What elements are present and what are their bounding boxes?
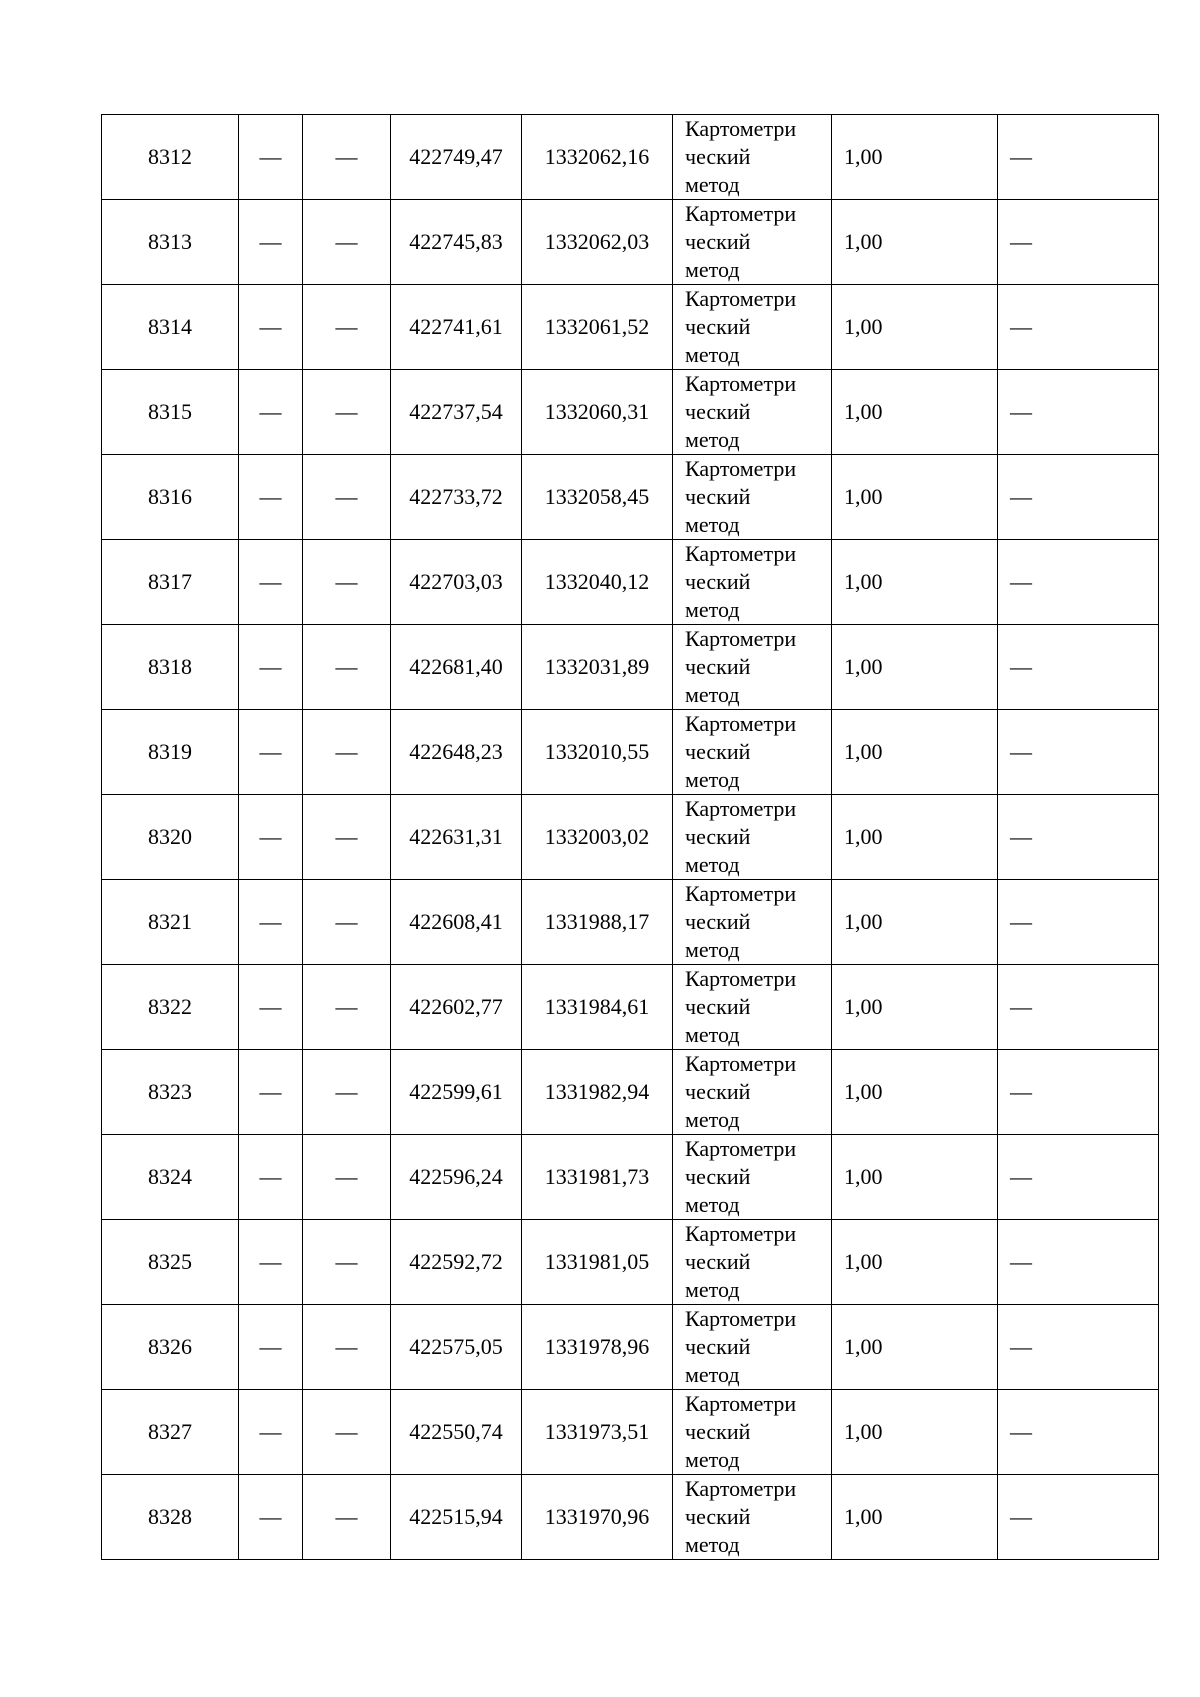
method-cell [673,540,832,625]
column-3-cell: — [303,710,391,795]
method-text-line: метод [685,1447,740,1472]
point-number-cell: 8312 [102,115,239,200]
accuracy-value-cell: 1,00 [832,795,998,880]
point-number-cell: 8323 [102,1050,239,1135]
point-number-cell: 8328 [102,1475,239,1560]
accuracy-value-cell: 1,00 [832,1135,998,1220]
column-3-cell: — [303,285,391,370]
column-3-cell: — [303,1390,391,1475]
method-text-line: Картометри [685,541,797,566]
accuracy-value-cell: 1,00 [832,880,998,965]
column-2-cell: — [239,370,303,455]
x-coordinate-cell: 422733,72 [391,455,522,540]
accuracy-value-cell: 1,00 [832,1220,998,1305]
method-cell [673,200,832,285]
point-number-cell: 8320 [102,795,239,880]
column-8-cell: — [998,540,1159,625]
accuracy-value-cell: 1,00 [832,1390,998,1475]
accuracy-value-cell: 1,00 [832,965,998,1050]
point-number-cell: 8326 [102,1305,239,1390]
x-coordinate-cell: 422608,41 [391,880,522,965]
method-cell [673,1305,832,1390]
method-text-line: ческий [685,1164,751,1189]
method-cell [673,370,832,455]
x-coordinate-cell: 422631,31 [391,795,522,880]
y-coordinate-cell: 1332040,12 [522,540,673,625]
method-cell [673,1390,832,1475]
method-cell [673,965,832,1050]
column-2-cell: — [239,625,303,710]
method-text-line: ческий [685,1419,751,1444]
x-coordinate-cell: 422741,61 [391,285,522,370]
column-8-cell: — [998,455,1159,540]
column-3-cell: — [303,115,391,200]
column-8-cell: — [998,200,1159,285]
method-text-line: ческий [685,1334,751,1359]
accuracy-value-cell: 1,00 [832,455,998,540]
method-text-line: ческий [685,1249,751,1274]
method-text-line: Картометри [685,1306,797,1331]
column-8-cell: — [998,1390,1159,1475]
y-coordinate-cell: 1332058,45 [522,455,673,540]
method-cell [673,285,832,370]
method-text-line: метод [685,767,740,792]
method-text-line: ческий [685,1079,751,1104]
method-text-line: Картометри [685,456,797,481]
table-row [102,285,1159,370]
column-2-cell: — [239,1475,303,1560]
column-8-cell: — [998,115,1159,200]
x-coordinate-cell: 422550,74 [391,1390,522,1475]
y-coordinate-cell: 1332003,02 [522,795,673,880]
method-text-line: Картометри [685,1136,797,1161]
method-text-line: ческий [685,909,751,934]
point-number-cell: 8317 [102,540,239,625]
method-text-line: ческий [685,1504,751,1529]
method-text-line: Картометри [685,116,797,141]
table-row [102,1135,1159,1220]
column-3-cell: — [303,1050,391,1135]
x-coordinate-cell: 422592,72 [391,1220,522,1305]
method-text-line: Картометри [685,966,797,991]
table-row [102,710,1159,795]
column-3-cell: — [303,1135,391,1220]
column-8-cell: — [998,625,1159,710]
method-text-line: Картометри [685,371,797,396]
y-coordinate-cell: 1332062,03 [522,200,673,285]
column-2-cell: — [239,710,303,795]
table-row [102,1050,1159,1135]
method-text-line: метод [685,937,740,962]
column-8-cell: — [998,1135,1159,1220]
column-3-cell: — [303,795,391,880]
table-row [102,795,1159,880]
y-coordinate-cell: 1332061,52 [522,285,673,370]
accuracy-value-cell: 1,00 [832,370,998,455]
method-text-line: ческий [685,484,751,509]
method-text-line: ческий [685,739,751,764]
y-coordinate-cell: 1331982,94 [522,1050,673,1135]
method-text-line: ческий [685,229,751,254]
column-3-cell: — [303,1220,391,1305]
y-coordinate-cell: 1331978,96 [522,1305,673,1390]
column-3-cell: — [303,1305,391,1390]
column-3-cell: — [303,1475,391,1560]
method-text-line: метод [685,1362,740,1387]
y-coordinate-cell: 1331973,51 [522,1390,673,1475]
table-row [102,455,1159,540]
column-8-cell: — [998,1475,1159,1560]
point-number-cell: 8316 [102,455,239,540]
method-text-line: метод [685,682,740,707]
method-text-line: метод [685,257,740,282]
table-row [102,1305,1159,1390]
x-coordinate-cell: 422602,77 [391,965,522,1050]
x-coordinate-cell: 422575,05 [391,1305,522,1390]
point-number-cell: 8327 [102,1390,239,1475]
method-text-line: метод [685,512,740,537]
column-2-cell: — [239,880,303,965]
accuracy-value-cell: 1,00 [832,1475,998,1560]
method-text-line: метод [685,1532,740,1557]
column-8-cell: — [998,1220,1159,1305]
column-3-cell: — [303,625,391,710]
accuracy-value-cell: 1,00 [832,115,998,200]
x-coordinate-cell: 422596,24 [391,1135,522,1220]
column-2-cell: — [239,455,303,540]
method-text-line: ческий [685,824,751,849]
accuracy-value-cell: 1,00 [832,625,998,710]
method-text-line: метод [685,172,740,197]
column-8-cell: — [998,1050,1159,1135]
x-coordinate-cell: 422515,94 [391,1475,522,1560]
method-cell [673,1135,832,1220]
table-row [102,200,1159,285]
column-8-cell: — [998,370,1159,455]
accuracy-value-cell: 1,00 [832,285,998,370]
y-coordinate-cell: 1331988,17 [522,880,673,965]
accuracy-value-cell: 1,00 [832,540,998,625]
column-8-cell: — [998,285,1159,370]
method-text-line: ческий [685,144,751,169]
method-text-line: Картометри [685,286,797,311]
column-3-cell: — [303,200,391,285]
point-number-cell: 8324 [102,1135,239,1220]
method-text-line: метод [685,427,740,452]
table-row [102,1390,1159,1475]
column-2-cell: — [239,115,303,200]
coordinates-table [101,114,1159,1560]
x-coordinate-cell: 422599,61 [391,1050,522,1135]
x-coordinate-cell: 422648,23 [391,710,522,795]
method-text-line: ческий [685,994,751,1019]
table-row [102,965,1159,1050]
point-number-cell: 8315 [102,370,239,455]
column-2-cell: — [239,1305,303,1390]
column-2-cell: — [239,1135,303,1220]
column-3-cell: — [303,880,391,965]
point-number-cell: 8318 [102,625,239,710]
method-cell [673,455,832,540]
method-text-line: метод [685,852,740,877]
column-8-cell: — [998,795,1159,880]
column-3-cell: — [303,965,391,1050]
table-row [102,540,1159,625]
column-2-cell: — [239,1390,303,1475]
column-8-cell: — [998,1305,1159,1390]
column-2-cell: — [239,1220,303,1305]
method-text-line: ческий [685,654,751,679]
method-cell [673,1050,832,1135]
method-cell [673,880,832,965]
y-coordinate-cell: 1332031,89 [522,625,673,710]
method-text-line: метод [685,1192,740,1217]
table-row [102,115,1159,200]
column-8-cell: — [998,965,1159,1050]
x-coordinate-cell: 422745,83 [391,200,522,285]
column-3-cell: — [303,370,391,455]
table-row [102,1475,1159,1560]
column-2-cell: — [239,965,303,1050]
method-text-line: метод [685,1277,740,1302]
point-number-cell: 8313 [102,200,239,285]
point-number-cell: 8319 [102,710,239,795]
column-2-cell: — [239,285,303,370]
y-coordinate-cell: 1331970,96 [522,1475,673,1560]
table-row [102,370,1159,455]
accuracy-value-cell: 1,00 [832,200,998,285]
method-text-line: метод [685,597,740,622]
column-8-cell: — [998,880,1159,965]
method-text-line: ческий [685,399,751,424]
method-text-line: Картометри [685,1051,797,1076]
method-cell [673,1475,832,1560]
method-text-line: Картометри [685,1391,797,1416]
method-cell [673,115,832,200]
x-coordinate-cell: 422703,03 [391,540,522,625]
column-2-cell: — [239,200,303,285]
method-text-line: Картометри [685,796,797,821]
point-number-cell: 8314 [102,285,239,370]
method-text-line: ческий [685,314,751,339]
method-text-line: Картометри [685,626,797,651]
accuracy-value-cell: 1,00 [832,710,998,795]
point-number-cell: 8322 [102,965,239,1050]
table-row [102,880,1159,965]
y-coordinate-cell: 1331981,05 [522,1220,673,1305]
method-cell [673,1220,832,1305]
method-text-line: Картометри [685,201,797,226]
point-number-cell: 8325 [102,1220,239,1305]
y-coordinate-cell: 1331981,73 [522,1135,673,1220]
method-text-line: Картометри [685,1221,797,1246]
column-3-cell: — [303,455,391,540]
accuracy-value-cell: 1,00 [832,1305,998,1390]
column-8-cell: — [998,710,1159,795]
method-cell [673,710,832,795]
y-coordinate-cell: 1331984,61 [522,965,673,1050]
method-cell [673,795,832,880]
column-2-cell: — [239,795,303,880]
point-number-cell: 8321 [102,880,239,965]
column-3-cell: — [303,540,391,625]
column-2-cell: — [239,1050,303,1135]
method-cell [673,625,832,710]
method-text-line: метод [685,342,740,367]
method-text-line: метод [685,1022,740,1047]
y-coordinate-cell: 1332010,55 [522,710,673,795]
y-coordinate-cell: 1332062,16 [522,115,673,200]
x-coordinate-cell: 422681,40 [391,625,522,710]
method-text-line: Картометри [685,1476,797,1501]
method-text-line: метод [685,1107,740,1132]
table-row [102,1220,1159,1305]
table-row [102,625,1159,710]
method-text-line: ческий [685,569,751,594]
x-coordinate-cell: 422737,54 [391,370,522,455]
x-coordinate-cell: 422749,47 [391,115,522,200]
y-coordinate-cell: 1332060,31 [522,370,673,455]
method-text-line: Картометри [685,711,797,736]
accuracy-value-cell: 1,00 [832,1050,998,1135]
column-2-cell: — [239,540,303,625]
method-text-line: Картометри [685,881,797,906]
